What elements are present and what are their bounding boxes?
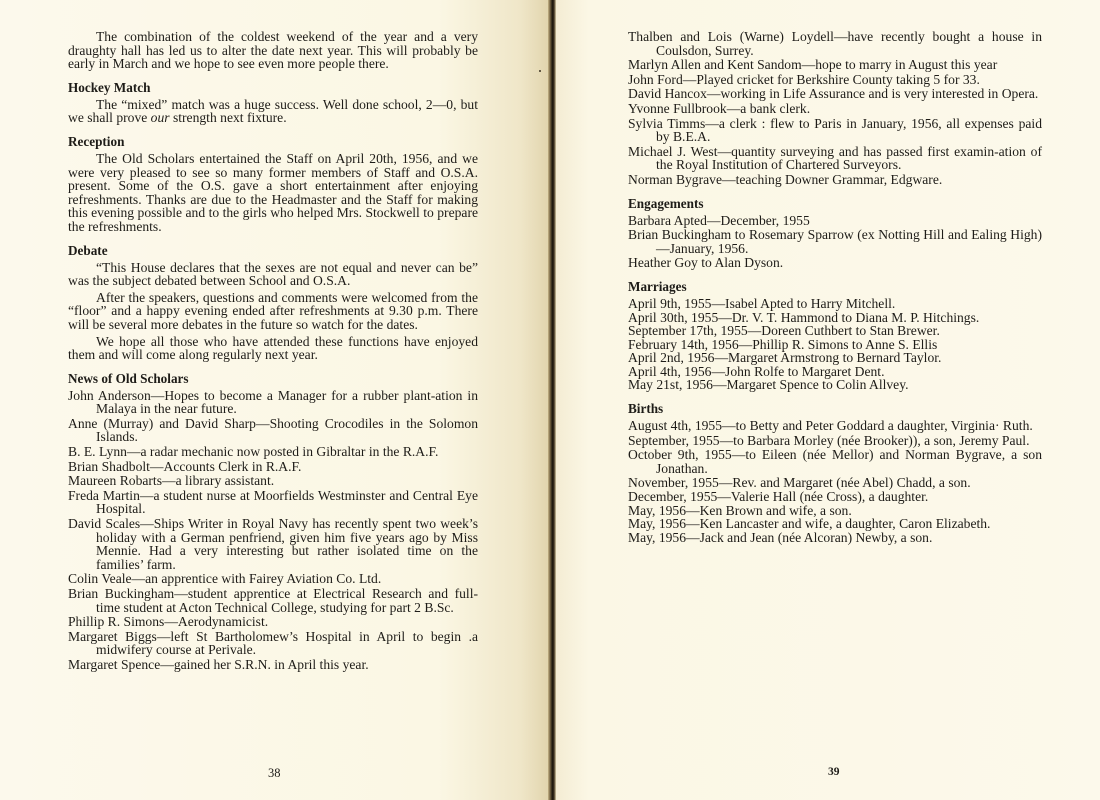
- news-entry: Sylvia Timms—a clerk : flew to Paris in January, 1956, all expenses paid by B.E.A.: [628, 115, 1042, 145]
- news-entry: David Scales—Ships Writer in Royal Navy has recently spent two week’s holiday with a German penfriend, given him five years ago by Miss Mennie. Had a very interesting but rather isolated time on the families’ farm.: [68, 516, 478, 572]
- marriage-entry: April 30th, 1955—Dr. V. T. Hammond to Diana M. P. Hitchings.: [628, 309, 980, 325]
- debate-paragraph: After the speakers, questions and comments were welcomed from the “floor” and a happy evening ended after refreshments at 9.30 p.m. There will be several more debates in the future so watch for the dates.: [68, 289, 478, 332]
- news-entry: Margaret Spence—gained her S.R.N. in April this year.: [68, 656, 369, 672]
- page-38: [0, 0, 548, 800]
- hockey-text-after: strength next fixture.: [169, 110, 287, 126]
- news-entry: Phillip R. Simons—Aerodynamicist.: [68, 614, 269, 630]
- news-entry: Thalben and Lois (Warne) Loydell—have recently bought a house in Coulsdon, Surrey.: [628, 29, 1042, 58]
- news-entry: Freda Martin—a student nurse at Moorfields Westminster and Central Eye Hospital.: [68, 487, 478, 517]
- news-entry: Margaret Biggs—left St Bartholomew’s Hospital in April to begin .a midwifery course at Perivale.: [68, 628, 478, 658]
- section-heading-reception: Reception: [68, 133, 125, 149]
- right-column: [628, 30, 1042, 544]
- hockey-text-emphasis: our: [150, 110, 170, 126]
- debate-paragraph: We hope all those who have attended these functions have enjoyed them and will come along regularly next year.: [68, 333, 478, 363]
- marriage-entry: April 2nd, 1956—Margaret Armstrong to Bernard Taylor.: [628, 350, 942, 366]
- engagement-entry: Barbara Apted—December, 1955: [628, 212, 810, 228]
- left-column: [68, 30, 478, 673]
- birth-entry: May, 1956—Jack and Jean (née Alcoran) Newby, a son.: [628, 529, 933, 545]
- news-entry: Colin Veale—an apprentice with Fairey Aviation Co. Ltd.: [68, 571, 382, 587]
- debate-paragraph: “This House declares that the sexes are not equal and never can be” was the subject debated between School and O.S.A.: [68, 259, 478, 289]
- engagement-entry: Heather Goy to Alan Dyson.: [628, 255, 784, 271]
- news-entry: David Hancox—working in Life Assurance and is very interested in Opera.: [628, 86, 1039, 102]
- section-heading-engagements: Engagements: [628, 195, 704, 211]
- news-entry: Norman Bygrave—teaching Downer Grammar, Edgware.: [628, 171, 943, 187]
- book-gutter: [548, 0, 556, 800]
- news-entry: John Anderson—Hopes to become a Manager for a rubber plant-ation in Malaya in the near future.: [68, 387, 478, 417]
- page-number: 39: [828, 766, 840, 778]
- marriage-entry: September 17th, 1955—Doreen Cuthbert to Stan Brewer.: [628, 323, 940, 339]
- marriage-entry: April 9th, 1955—Isabel Apted to Harry Mitchell.: [628, 295, 896, 311]
- intro-paragraph: The combination of the coldest weekend of the year and a very draughty hall has led us to alter the date next year. This will probably be early in March and we hope to see even more people there.: [68, 29, 478, 72]
- news-entry: Anne (Murray) and David Sharp—Shooting Crocodiles in the Solomon Islands.: [68, 415, 478, 445]
- section-heading-births: Births: [628, 401, 664, 417]
- hockey-text-before: The “mixed” match was a huge success. Well done school, 2—0, but we shall prove: [68, 96, 478, 126]
- hockey-paragraph: [68, 98, 478, 125]
- birth-entry: May, 1956—Ken Brown and wife, a son.: [628, 502, 852, 518]
- section-heading-marriages: Marriages: [628, 278, 687, 294]
- section-heading-hockey: Hockey Match: [68, 79, 151, 95]
- news-entry: Michael J. West—quantity surveying and has passed first examin-ation of the Royal Institution of Chartered Surveyors.: [628, 143, 1042, 173]
- paper-speck: [539, 70, 541, 72]
- birth-entry: August 4th, 1955—to Betty and Peter Goddard a daughter, Virginia· Ruth.: [628, 418, 1033, 434]
- section-heading-news: News of Old Scholars: [68, 370, 189, 386]
- news-entry: Yvonne Fullbrook—a bank clerk.: [628, 100, 811, 116]
- birth-entry: May, 1956—Ken Lancaster and wife, a daughter, Caron Elizabeth.: [628, 516, 991, 532]
- birth-entry: November, 1955—Rev. and Margaret (née Abel) Chadd, a son.: [628, 475, 971, 491]
- engagement-entry: Brian Buckingham to Rosemary Sparrow (ex Notting Hill and Ealing High)—January, 1956.: [628, 227, 1042, 256]
- news-entry: Brian Buckingham—student apprentice at Electrical Research and full-time student at Acton Technical College, studying for part 2 B.Sc.: [68, 586, 478, 615]
- page-39: [556, 0, 1100, 800]
- birth-entry: October 9th, 1955—to Eileen (née Mellor) and Norman Bygrave, a son Jonathan.: [628, 447, 1042, 476]
- page-number: 38: [268, 766, 281, 780]
- news-entry: Maureen Robarts—a library assistant.: [68, 473, 275, 489]
- marriage-entry: April 4th, 1956—John Rolfe to Margaret Dent.: [628, 363, 885, 379]
- news-entry: Marlyn Allen and Kent Sandom—hope to marry in August this year: [628, 57, 998, 73]
- marriage-entry: February 14th, 1956—Phillip R. Simons to Anne S. Ellis: [628, 336, 938, 352]
- news-entry: B. E. Lynn—a radar mechanic now posted in Gibraltar in the R.A.F.: [68, 444, 439, 460]
- reception-paragraph: The Old Scholars entertained the Staff on April 20th, 1956, and we were very pleased to see so many former members of Staff and O.S.A. present. Some of the O.S. gave a short entertainment after enjoying refreshments. Thanks are due to the Headmaster and the Staff for making this evening possible and to the girls who helped Mrs. Stockwell to prepare the refreshments.: [68, 150, 478, 234]
- birth-entry: September, 1955—to Barbara Morley (née Brooker)), a son, Jeremy Paul.: [628, 432, 1030, 448]
- section-heading-debate: Debate: [68, 242, 108, 258]
- marriage-entry: May 21st, 1956—Margaret Spence to Colin Allvey.: [628, 377, 909, 393]
- news-entry: Brian Shadbolt—Accounts Clerk in R.A.F.: [68, 458, 302, 474]
- news-entry: John Ford—Played cricket for Berkshire County taking 5 for 33.: [628, 71, 980, 87]
- birth-entry: December, 1955—Valerie Hall (née Cross), a daughter.: [628, 489, 929, 505]
